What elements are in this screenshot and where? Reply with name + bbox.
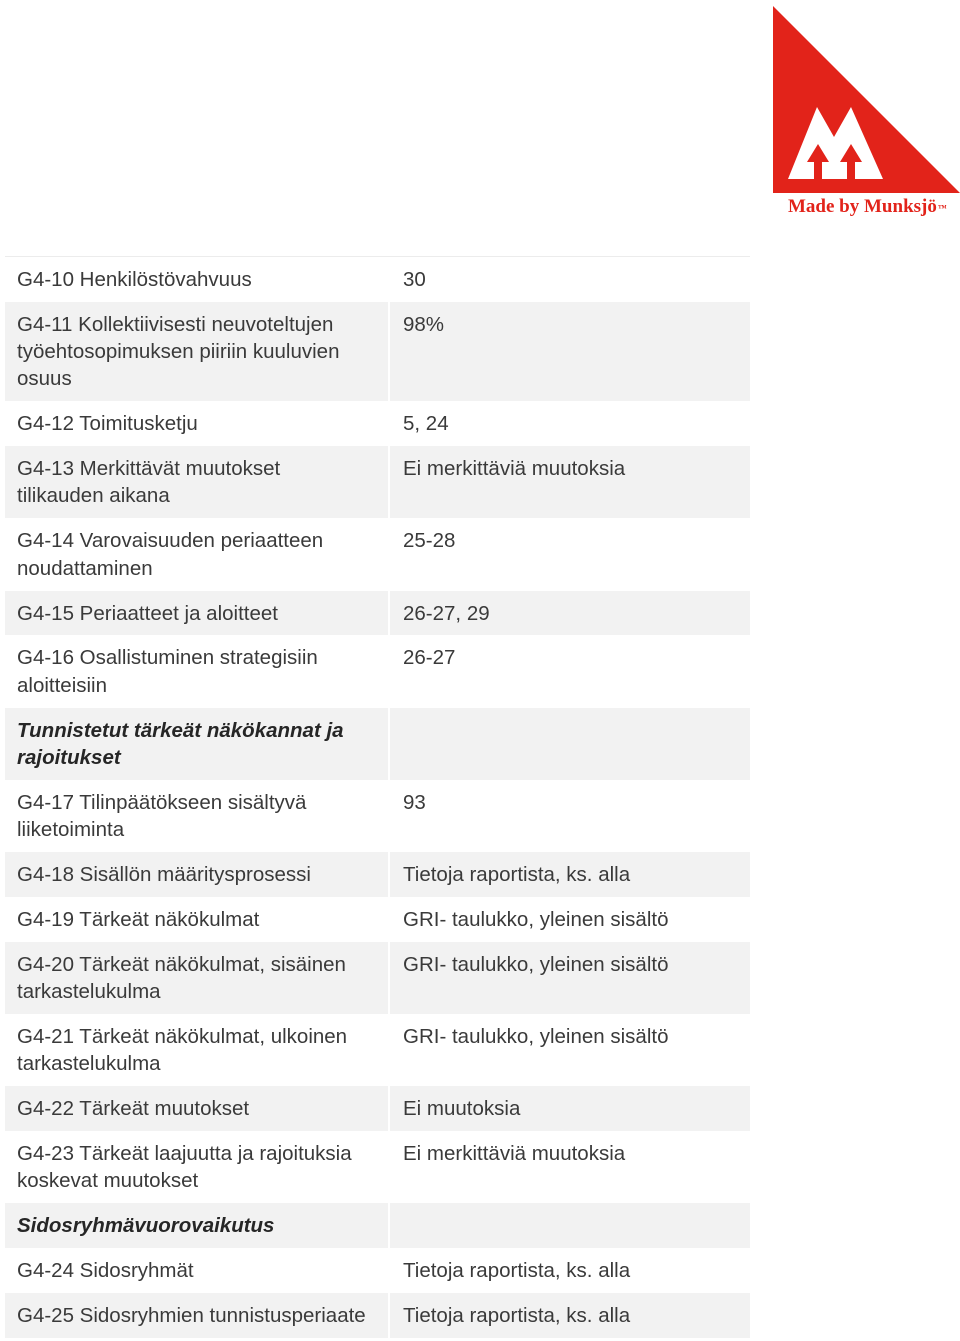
value-cell: 26-27, 29 — [403, 601, 490, 625]
indicator-label: G4-23 Tärkeät laajuutta ja rajoituksia — [17, 1141, 352, 1165]
table-row — [5, 446, 750, 518]
indicator-label: osuus — [17, 367, 72, 391]
indicator-label: G4-12 Toimitusketju — [17, 412, 198, 436]
indicator-cell — [5, 1014, 390, 1086]
munksjo-logo-mark — [770, 0, 960, 196]
section-heading: Tunnistetut tärkeät näkökannat ja — [17, 718, 344, 742]
logo-tagline-text: Made by Munksjö — [788, 196, 937, 217]
table-row — [5, 591, 750, 636]
section-heading-row — [5, 708, 750, 780]
indicator-cell — [5, 1086, 390, 1131]
table-row — [5, 852, 750, 897]
value-cell: 5, 24 — [403, 412, 449, 436]
indicator-label: G4-13 Merkittävät muutokset — [17, 457, 281, 481]
empty-value-cell — [390, 708, 750, 780]
indicator-label: liiketoiminta — [17, 817, 125, 841]
indicator-cell — [5, 401, 390, 446]
value-cell: Ei muutoksia — [403, 1097, 521, 1121]
table-row — [5, 1248, 750, 1293]
table-row — [5, 1293, 750, 1338]
empty-value-cell — [390, 1203, 750, 1248]
indicator-label: G4-25 Sidosryhmien tunnistusperiaate — [17, 1303, 366, 1327]
indicator-label: tilikauden aikana — [17, 484, 170, 508]
indicator-label: G4-18 Sisällön määritysprosessi — [17, 862, 311, 886]
indicator-label: G4-19 Tärkeät näkökulmat — [17, 907, 260, 931]
indicator-cell — [5, 635, 390, 707]
section-heading-cell — [5, 1203, 390, 1248]
indicator-cell — [5, 897, 390, 942]
logo-tagline — [788, 196, 947, 218]
value-cell: GRI- taulukko, yleinen sisältö — [403, 907, 669, 931]
value-cell: Tietoja raportista, ks. alla — [403, 862, 631, 886]
section-heading-cell — [5, 708, 390, 780]
indicator-label: G4-21 Tärkeät näkökulmat, ulkoinen — [17, 1024, 348, 1048]
table-row — [5, 257, 750, 302]
indicator-label: noudattaminen — [17, 556, 153, 580]
table-row — [5, 302, 750, 401]
indicator-label: työehtosopimuksen piiriin kuuluvien — [17, 340, 340, 364]
indicator-cell — [5, 1248, 390, 1293]
table-row — [5, 635, 750, 707]
indicator-label: tarkastelukulma — [17, 979, 161, 1003]
indicator-label: aloitteisiin — [17, 673, 108, 697]
table-row — [5, 1131, 750, 1203]
value-cell: Tietoja raportista, ks. alla — [403, 1303, 631, 1327]
indicator-cell — [5, 942, 390, 1014]
section-heading: rajoitukset — [17, 745, 121, 769]
table-row — [5, 401, 750, 446]
value-cell: 26-27 — [403, 646, 456, 670]
indicator-cell — [5, 780, 390, 852]
indicator-cell — [5, 302, 390, 401]
value-cell: 93 — [403, 790, 426, 814]
value-cell: 98% — [403, 312, 445, 336]
value-cell: Ei merkittäviä muutoksia — [403, 1141, 626, 1165]
indicator-label: G4-16 Osallistuminen strategisiin — [17, 646, 318, 670]
indicator-cell — [5, 257, 390, 302]
value-cell: Tietoja raportista, ks. alla — [403, 1259, 631, 1283]
indicator-label: G4-10 Henkilöstövahvuus — [17, 268, 252, 291]
indicator-label: G4-22 Tärkeät muutokset — [17, 1097, 250, 1121]
indicator-label: G4-20 Tärkeät näkökulmat, sisäinen — [17, 952, 346, 976]
table-row — [5, 780, 750, 852]
indicator-label: G4-15 Periaatteet ja aloitteet — [17, 601, 278, 625]
value-cell: 30 — [403, 268, 426, 291]
table-row — [5, 1086, 750, 1131]
indicator-cell — [5, 852, 390, 897]
indicator-cell — [5, 1293, 390, 1338]
indicator-label: tarkastelukulma — [17, 1052, 161, 1076]
indicator-cell — [5, 518, 390, 590]
indicator-label: koskevat muutokset — [17, 1169, 199, 1193]
indicator-label: G4-17 Tilinpäätökseen sisältyvä — [17, 790, 307, 814]
indicator-cell — [5, 446, 390, 518]
indicator-label: G4-24 Sidosryhmät — [17, 1259, 194, 1283]
trademark-symbol: ™ — [937, 203, 947, 213]
indicator-cell — [5, 591, 390, 636]
section-heading-row — [5, 1203, 750, 1248]
indicator-cell — [5, 1131, 390, 1203]
table-row — [5, 897, 750, 942]
table-row — [5, 518, 750, 590]
value-cell: 25-28 — [403, 529, 456, 553]
section-heading: Sidosryhmävuorovaikutus — [17, 1214, 275, 1238]
table-row — [5, 942, 750, 1014]
value-cell: GRI- taulukko, yleinen sisältö — [403, 1024, 669, 1048]
indicator-label: G4-14 Varovaisuuden periaatteen — [17, 529, 324, 553]
value-cell: GRI- taulukko, yleinen sisältö — [403, 952, 669, 976]
value-cell: Ei merkittäviä muutoksia — [403, 457, 626, 481]
gri-index-table — [5, 256, 750, 1338]
indicator-label: G4-11 Kollektiivisesti neuvoteltujen — [17, 312, 334, 336]
table-row — [5, 1014, 750, 1086]
